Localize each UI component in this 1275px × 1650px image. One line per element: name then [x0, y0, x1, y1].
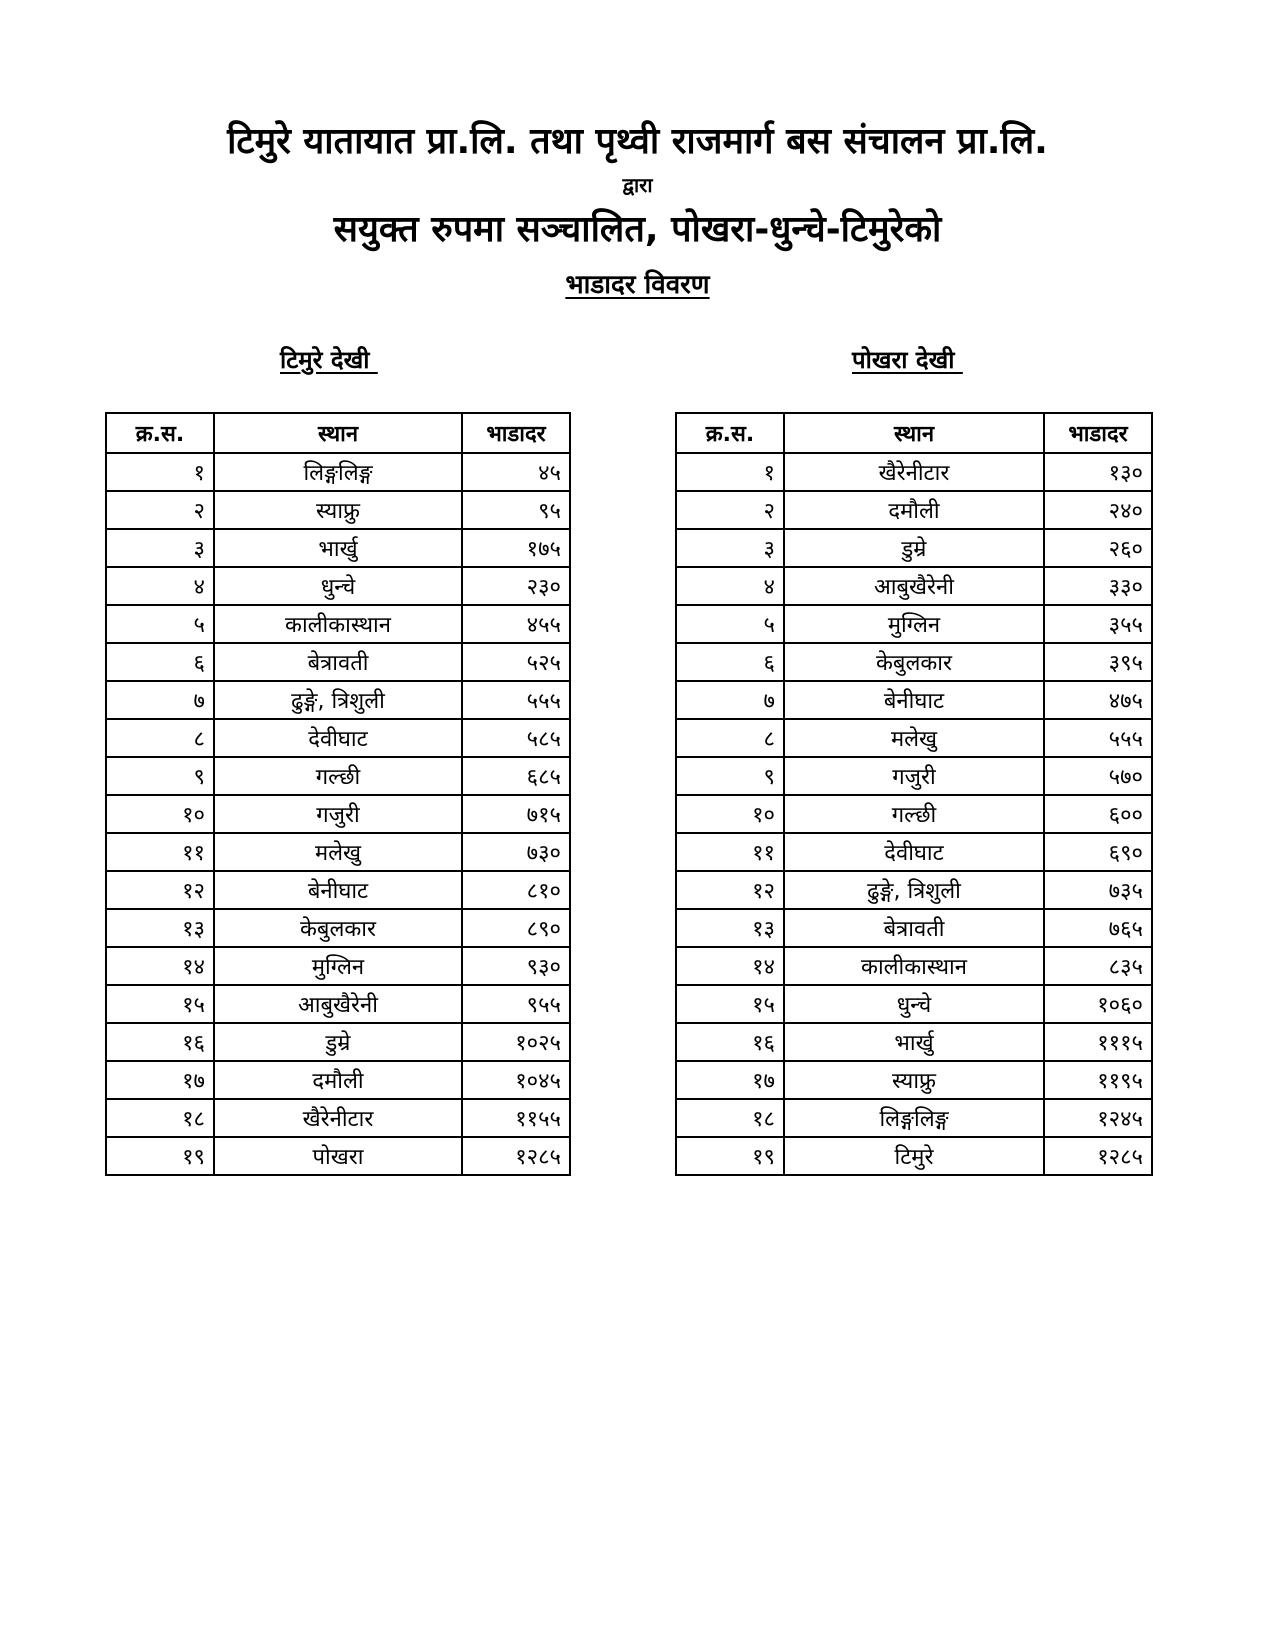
row-fare: १७५: [462, 529, 570, 567]
row-fare: १२८५: [462, 1137, 570, 1175]
row-serial-number: १८: [676, 1099, 784, 1137]
column-header-fare: भाडादर: [1044, 413, 1152, 453]
table-row: [676, 947, 1152, 985]
fare-details-heading: [0, 268, 1275, 302]
by-label: द्वारा: [622, 173, 653, 197]
table-row: [106, 833, 570, 871]
row-serial-number: २: [106, 491, 214, 529]
row-fare: ४५५: [462, 605, 570, 643]
row-serial-number: १: [676, 453, 784, 491]
row-place: दमौली: [784, 491, 1044, 529]
row-fare: १११५: [1044, 1023, 1152, 1061]
row-serial-number: १९: [676, 1137, 784, 1175]
table-row: [106, 871, 570, 909]
row-fare: ९३०: [462, 947, 570, 985]
table-row: [676, 681, 1152, 719]
row-serial-number: ५: [676, 605, 784, 643]
table-row: [106, 985, 570, 1023]
row-serial-number: ६: [106, 643, 214, 681]
row-fare: ३३०: [1044, 567, 1152, 605]
row-serial-number: १४: [676, 947, 784, 985]
row-fare: १२८५: [1044, 1137, 1152, 1175]
row-serial-number: १३: [106, 909, 214, 947]
row-serial-number: १६: [676, 1023, 784, 1061]
row-place: टिमुरे: [784, 1137, 1044, 1175]
row-place: बेत्रावती: [784, 909, 1044, 947]
row-serial-number: ७: [106, 681, 214, 719]
table-header-row: [106, 413, 570, 453]
row-serial-number: १२: [676, 871, 784, 909]
table-row: [106, 1099, 570, 1137]
row-place: स्याफ्रु: [214, 491, 462, 529]
row-fare: ८९०: [462, 909, 570, 947]
row-place: आबुखैरेनी: [214, 985, 462, 1023]
row-fare: ९५५: [462, 985, 570, 1023]
row-fare: ३५५: [1044, 605, 1152, 643]
row-place: भार्खु: [784, 1023, 1044, 1061]
table-row: [106, 757, 570, 795]
table-row: [676, 605, 1152, 643]
from-timure-heading: टिमुरे देखी: [280, 346, 378, 374]
row-serial-number: ९: [676, 757, 784, 795]
table-row: [676, 909, 1152, 947]
row-serial-number: १५: [106, 985, 214, 1023]
table-row: [106, 453, 570, 491]
row-place: मुग्लिन: [784, 605, 1044, 643]
table-row: [676, 795, 1152, 833]
row-place: लिङ्गलिङ्ग: [214, 453, 462, 491]
row-place: ढुङ्गे, त्रिशुली: [784, 871, 1044, 909]
row-serial-number: १६: [106, 1023, 214, 1061]
row-place: खैरेनीटार: [784, 453, 1044, 491]
row-place: मलेखु: [784, 719, 1044, 757]
row-place: आबुखैरेनी: [784, 567, 1044, 605]
table-row: [676, 985, 1152, 1023]
row-place: केबुलकार: [784, 643, 1044, 681]
table-row: [106, 567, 570, 605]
row-fare: ३९५: [1044, 643, 1152, 681]
document-title: टिमुरे यातायात प्रा.लि. तथा पृथ्वी राजमार्ग बस संचालन प्रा.लि.: [227, 121, 1048, 162]
table-row: [676, 833, 1152, 871]
row-serial-number: १०: [106, 795, 214, 833]
row-place: डुम्रे: [214, 1023, 462, 1061]
row-fare: ८१०: [462, 871, 570, 909]
row-fare: ८३५: [1044, 947, 1152, 985]
row-place: बेनीघाट: [214, 871, 462, 909]
table-row: [676, 1137, 1152, 1175]
row-serial-number: ५: [106, 605, 214, 643]
from-pokhara-rows: [676, 453, 1152, 1175]
row-fare: २३०: [462, 567, 570, 605]
table-row: [106, 643, 570, 681]
row-fare: ७३५: [1044, 871, 1152, 909]
table-row: [106, 1061, 570, 1099]
table-row: [106, 681, 570, 719]
table-row: [106, 605, 570, 643]
row-serial-number: ६: [676, 643, 784, 681]
row-fare: २६०: [1044, 529, 1152, 567]
row-place: मुग्लिन: [214, 947, 462, 985]
table-row: [676, 1023, 1152, 1061]
fare-details-heading-text: भाडादर विवरण: [565, 270, 710, 300]
table-header-row: [676, 413, 1152, 453]
row-fare: ५७०: [1044, 757, 1152, 795]
table-row: [676, 453, 1152, 491]
table-row: [106, 1023, 570, 1061]
row-place: गजुरी: [784, 757, 1044, 795]
row-fare: ७६५: [1044, 909, 1152, 947]
row-serial-number: ३: [676, 529, 784, 567]
from-timure-table: [105, 412, 571, 1176]
row-place: बेत्रावती: [214, 643, 462, 681]
row-serial-number: १: [106, 453, 214, 491]
column-header-fare: भाडादर: [462, 413, 570, 453]
row-serial-number: १८: [106, 1099, 214, 1137]
row-place: खैरेनीटार: [214, 1099, 462, 1137]
from-timure-rows: [106, 453, 570, 1175]
row-serial-number: १९: [106, 1137, 214, 1175]
row-serial-number: ९: [106, 757, 214, 795]
table-row: [676, 1099, 1152, 1137]
row-serial-number: ७: [676, 681, 784, 719]
row-place: भार्खु: [214, 529, 462, 567]
row-fare: ९५: [462, 491, 570, 529]
row-fare: १२४५: [1044, 1099, 1152, 1137]
row-fare: १०२५: [462, 1023, 570, 1061]
row-fare: ५५५: [462, 681, 570, 719]
row-place: कालीकास्थान: [214, 605, 462, 643]
row-fare: ६८५: [462, 757, 570, 795]
row-place: केबुलकार: [214, 909, 462, 947]
table-row: [676, 1061, 1152, 1099]
table-row: [676, 871, 1152, 909]
row-fare: ६००: [1044, 795, 1152, 833]
row-serial-number: ४: [676, 567, 784, 605]
table-row: [106, 719, 570, 757]
row-serial-number: ८: [676, 719, 784, 757]
row-serial-number: १३: [676, 909, 784, 947]
row-fare: ४५: [462, 453, 570, 491]
document-subtitle: सयुक्त रुपमा सञ्चालित, पोखरा-धुन्चे-टिमुरेको: [333, 209, 942, 250]
row-serial-number: १७: [106, 1061, 214, 1099]
table-row: [106, 947, 570, 985]
table-row: [676, 719, 1152, 757]
from-pokhara-heading: पोखरा देखी: [852, 346, 963, 374]
row-place: डुम्रे: [784, 529, 1044, 567]
row-fare: ५२५: [462, 643, 570, 681]
row-fare: १३०: [1044, 453, 1152, 491]
table-row: [106, 795, 570, 833]
row-fare: ४७५: [1044, 681, 1152, 719]
table-row: [676, 529, 1152, 567]
row-place: धुन्चे: [214, 567, 462, 605]
row-place: लिङ्गलिङ्ग: [784, 1099, 1044, 1137]
row-place: गल्छी: [784, 795, 1044, 833]
row-fare: ११९५: [1044, 1061, 1152, 1099]
row-place: स्याफ्रु: [784, 1061, 1044, 1099]
row-serial-number: १४: [106, 947, 214, 985]
row-place: कालीकास्थान: [784, 947, 1044, 985]
table-row: [106, 491, 570, 529]
column-header-place: स्थान: [214, 413, 462, 453]
row-serial-number: ८: [106, 719, 214, 757]
row-fare: ७३०: [462, 833, 570, 871]
column-header-sn: क्र.स.: [106, 413, 214, 453]
row-serial-number: १०: [676, 795, 784, 833]
row-place: मलेखु: [214, 833, 462, 871]
row-place: बेनीघाट: [784, 681, 1044, 719]
row-serial-number: ३: [106, 529, 214, 567]
table-row: [106, 529, 570, 567]
row-place: गजुरी: [214, 795, 462, 833]
row-fare: ५५५: [1044, 719, 1152, 757]
row-fare: ६९०: [1044, 833, 1152, 871]
row-fare: ७१५: [462, 795, 570, 833]
from-pokhara-table: [675, 412, 1153, 1176]
row-serial-number: १२: [106, 871, 214, 909]
row-serial-number: २: [676, 491, 784, 529]
row-serial-number: ११: [106, 833, 214, 871]
row-serial-number: १७: [676, 1061, 784, 1099]
row-place: देवीघाट: [784, 833, 1044, 871]
table-row: [106, 1137, 570, 1175]
row-fare: ११५५: [462, 1099, 570, 1137]
row-serial-number: १५: [676, 985, 784, 1023]
row-fare: ५८५: [462, 719, 570, 757]
table-row: [106, 909, 570, 947]
row-fare: १०६०: [1044, 985, 1152, 1023]
row-place: पोखरा: [214, 1137, 462, 1175]
row-place: गल्छी: [214, 757, 462, 795]
table-row: [676, 491, 1152, 529]
row-place: देवीघाट: [214, 719, 462, 757]
row-fare: २४०: [1044, 491, 1152, 529]
column-header-sn: क्र.स.: [676, 413, 784, 453]
row-serial-number: ४: [106, 567, 214, 605]
column-header-place: स्थान: [784, 413, 1044, 453]
table-row: [676, 567, 1152, 605]
row-place: दमौली: [214, 1061, 462, 1099]
table-row: [676, 757, 1152, 795]
row-place: ढुङ्गे, त्रिशुली: [214, 681, 462, 719]
row-serial-number: ११: [676, 833, 784, 871]
row-place: धुन्चे: [784, 985, 1044, 1023]
row-fare: १०४५: [462, 1061, 570, 1099]
table-row: [676, 643, 1152, 681]
